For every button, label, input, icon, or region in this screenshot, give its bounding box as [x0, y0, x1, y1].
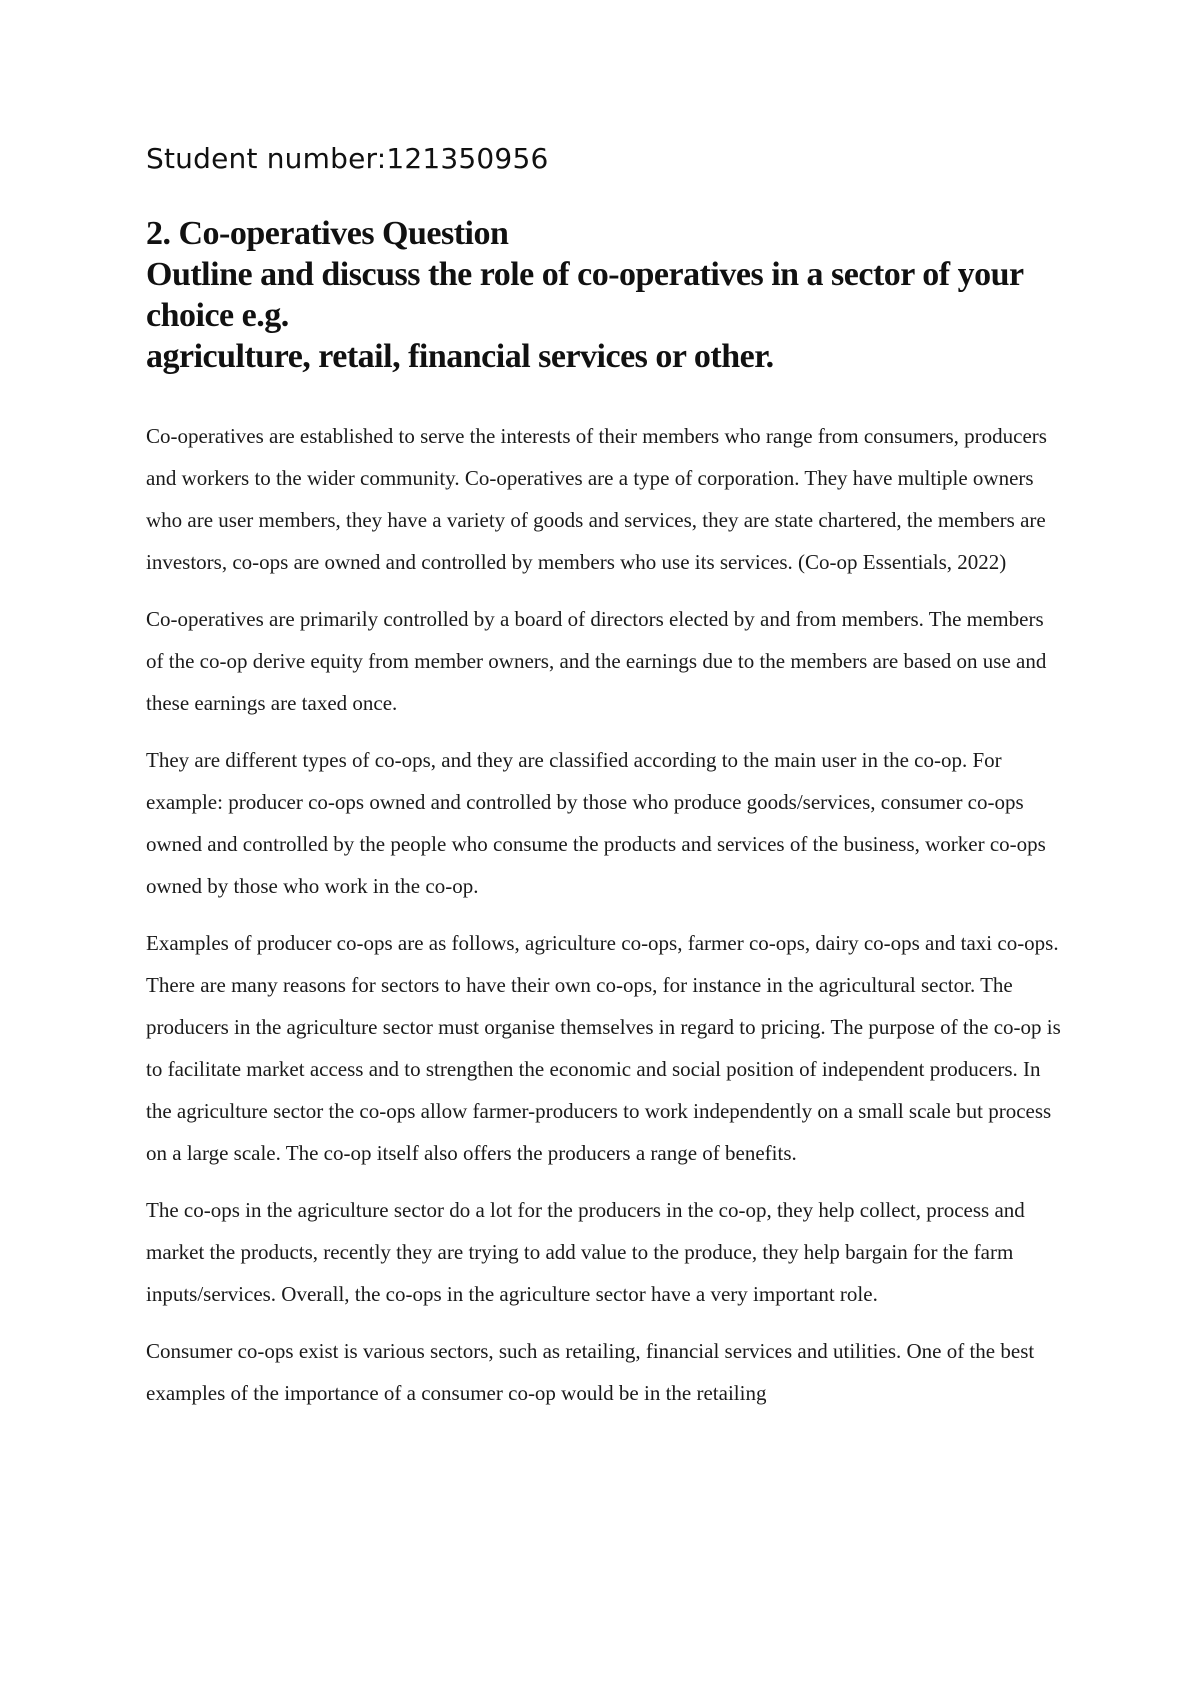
paragraph: They are different types of co-ops, and they are classified according to the main user in the co-op. For example: producer co-ops owned and controlled by those who produce goods/services, consumer co-ops owned and controlled by the people who consume the products and services of the business, worker co-ops owned by those who work in the co-op.: [146, 748, 1046, 899]
paragraph: Co-operatives are established to serve the interests of their members who range from consumers, producers and workers to the wider community. Co-operatives are a type of corporation. They have multiple owners who are user members, they have a variety of goods and services, they are state chartered, the members are investors, co-ops are owned and controlled by members who use its services. (Co-op Essentials, 2022): [146, 424, 1047, 575]
paragraph: Examples of producer co-ops are as follows, agriculture co-ops, farmer co-ops, dairy co-ops and taxi co-ops. There are many reasons for sectors to have their own co-ops, for instance in the agricultural sector. The producers in the agriculture sector must organise themselves in regard to pricing. The purpose of the co-op is to facilitate market access and to strengthen the economic and social position of independent producers. In the agriculture sector the co-ops allow farmer-producers to work independently on a small scale but process on a large scale. The co-op itself also offers the producers a range of benefits.: [146, 931, 1061, 1166]
question-title: 2. Co-operatives Question: [146, 215, 509, 253]
question-prompt-line-3: agriculture, retail, financial services or other.: [146, 338, 774, 376]
question-prompt-line-2: choice e.g.: [146, 297, 289, 335]
question-heading: [146, 213, 1066, 377]
paragraph: Co-operatives are primarily controlled by a board of directors elected by and from members. The members of the co-op derive equity from member owners, and the earnings due to the members are based on use and these earnings are taxed once.: [146, 607, 1047, 716]
paragraph: The co-ops in the agriculture sector do a lot for the producers in the co-op, they help collect, process and market the products, recently they are trying to add value to the produce, they help bargain for the farm inputs/services. Overall, the co-ops in the agriculture sector have a very important role.: [146, 1198, 1025, 1307]
essay-body: [146, 415, 1066, 1414]
student-number-line: Student number:121350956: [146, 142, 549, 175]
question-prompt-line-1: Outline and discuss the role of co-operatives in a sector of your: [146, 256, 1024, 294]
document-content: [146, 141, 1066, 1429]
paragraph: Consumer co-ops exist is various sectors, such as retailing, financial services and utilities. One of the best examples of the importance of a consumer co-op would be in the retailing: [146, 1339, 1035, 1406]
